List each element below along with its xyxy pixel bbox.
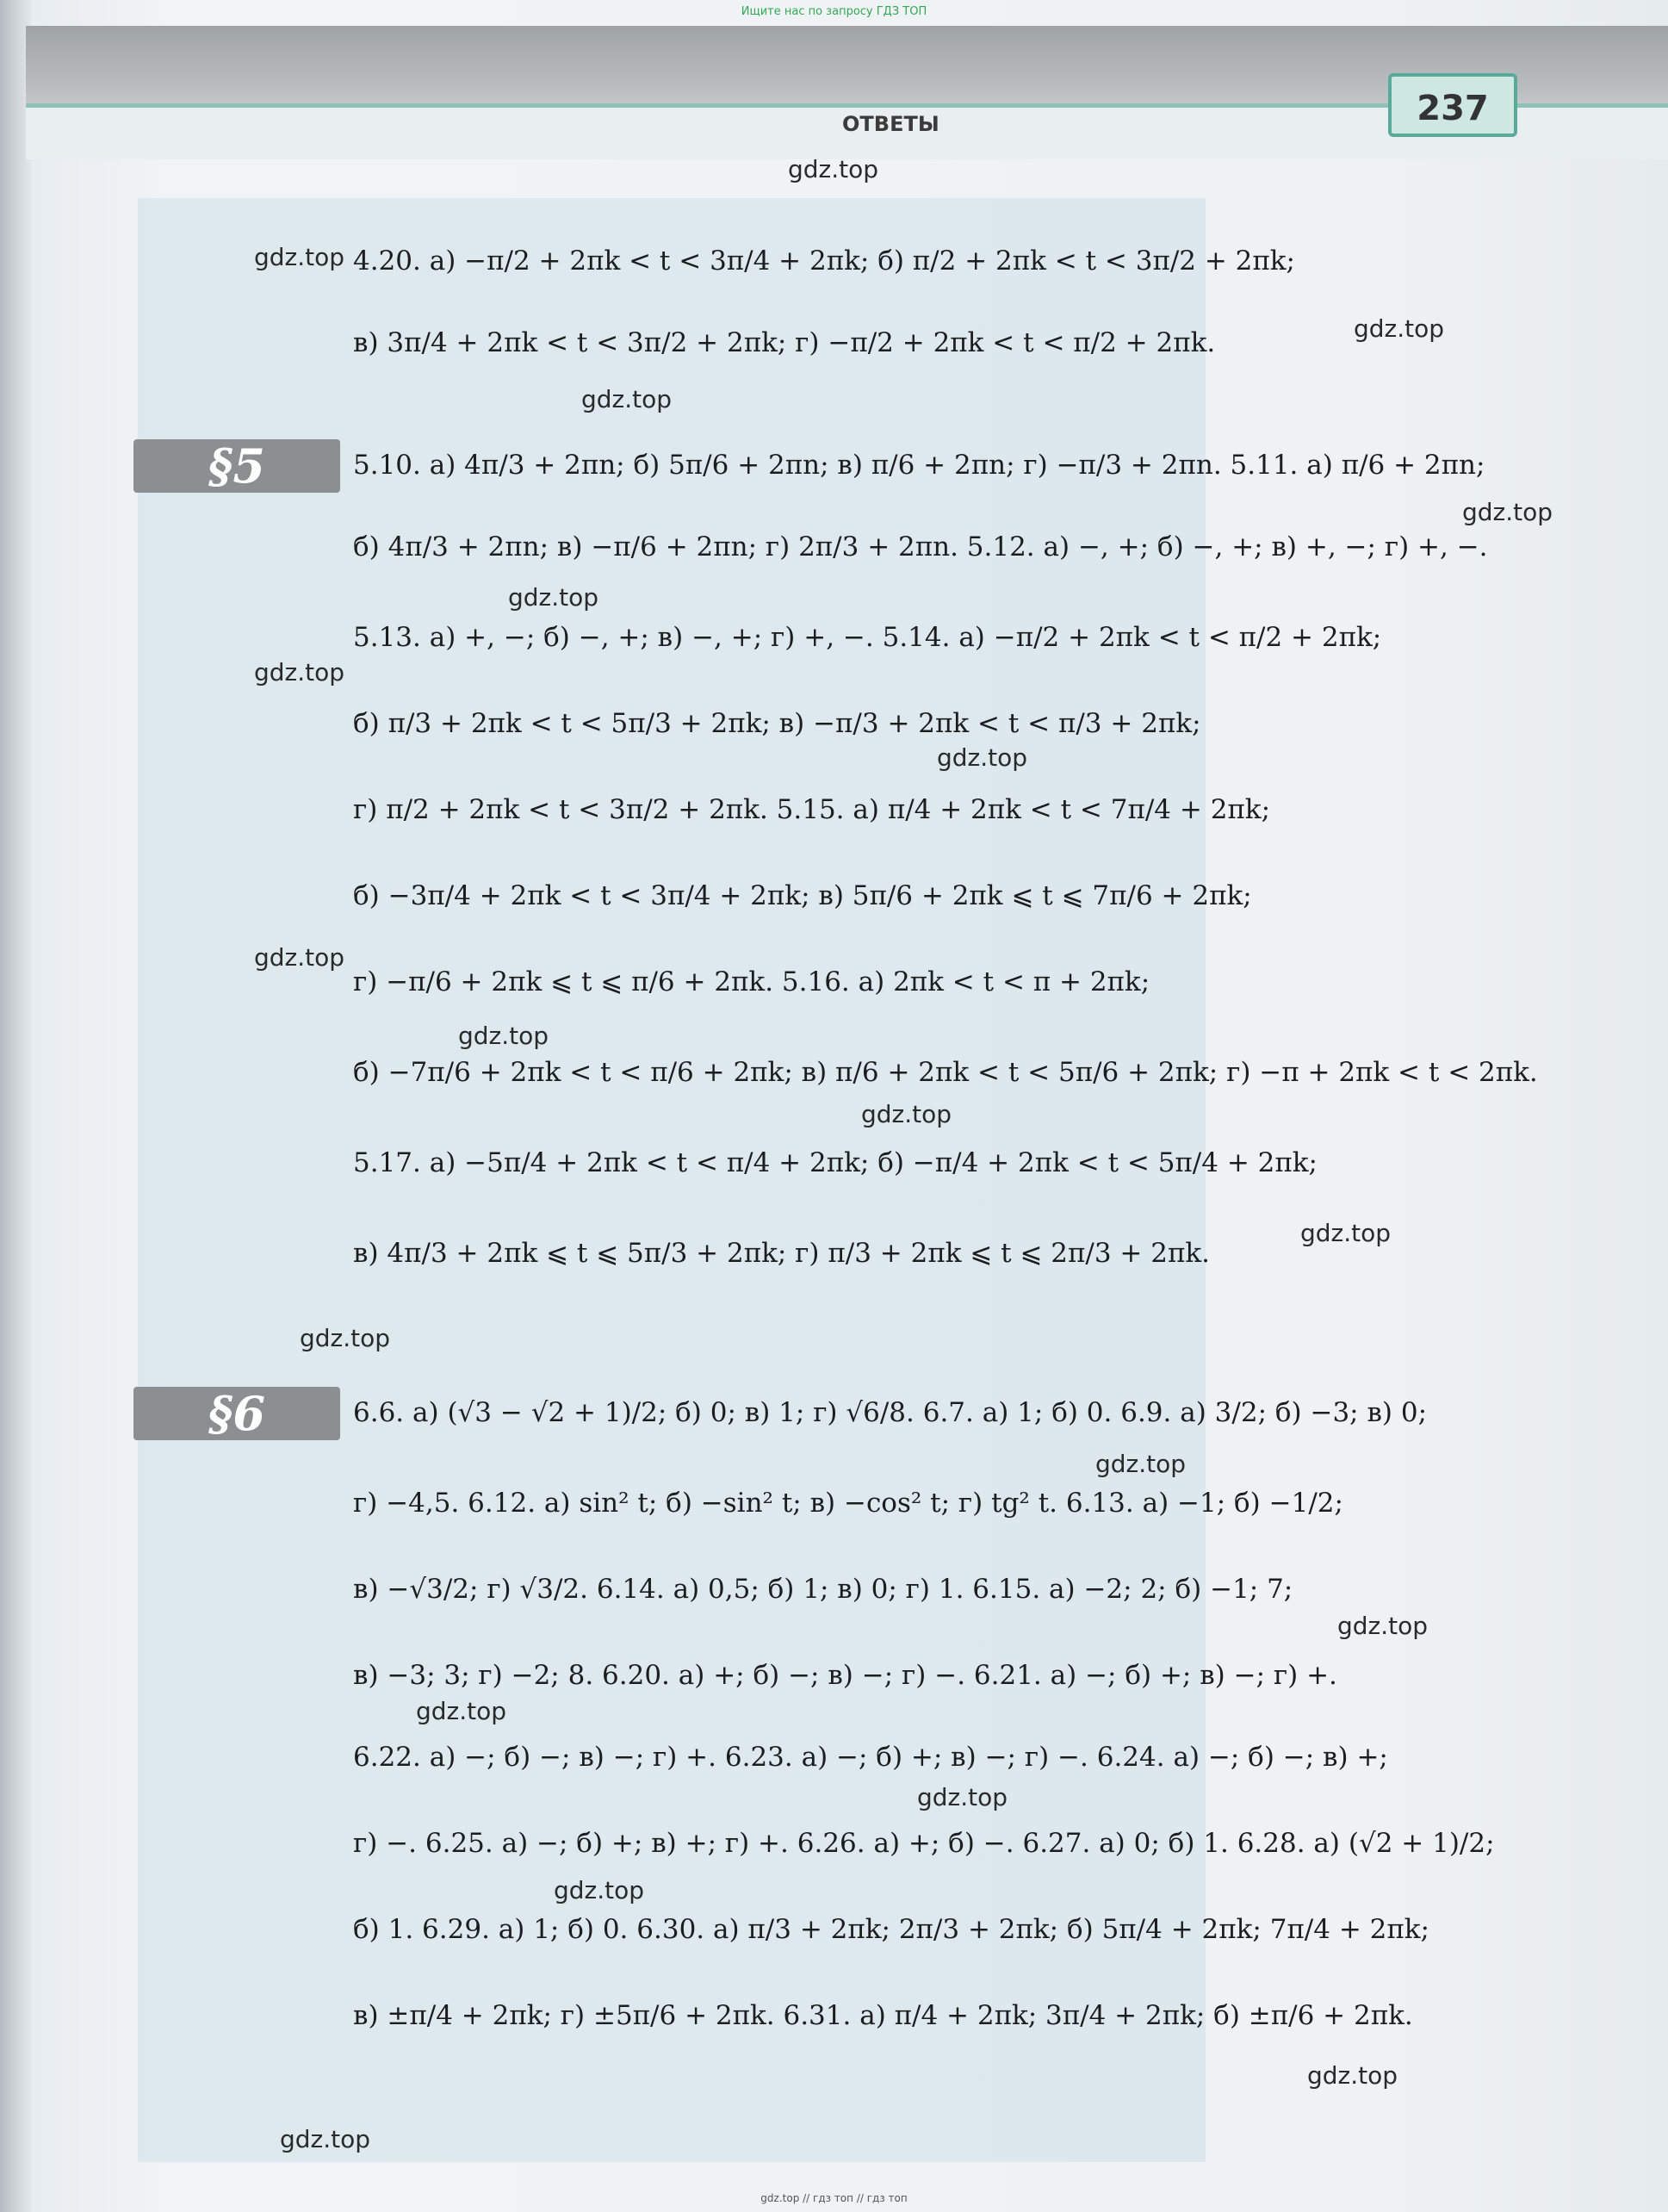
watermark: gdz.top	[1354, 314, 1445, 343]
answer-line: в) ±π/4 + 2πk; г) ±5π/6 + 2πk. 6.31. а) π/4 + 2πk; 3π/4 + 2πk; б) ±π/6 + 2πk.	[353, 2000, 1413, 2031]
watermark: gdz.top	[554, 1876, 645, 1904]
watermark: gdz.top	[280, 2125, 371, 2153]
page-binding	[0, 0, 31, 2212]
answer-line: б) 1. 6.29. а) 1; б) 0. 6.30. а) π/3 + 2πk; 2π/3 + 2πk; б) 5π/4 + 2πk; 7π/4 + 2πk;	[353, 1914, 1429, 1945]
watermark: gdz.top	[1095, 1450, 1187, 1478]
section-label-5: §5	[133, 439, 340, 493]
answer-line: в) 3π/4 + 2πk < t < 3π/2 + 2πk; г) −π/2 + 2πk < t < π/2 + 2πk.	[353, 327, 1216, 358]
answer-line: г) π/2 + 2πk < t < 3π/2 + 2πk. 5.15. а) π/4 + 2πk < t < 7π/4 + 2πk;	[353, 794, 1271, 825]
page-title: ОТВЕТЫ	[842, 112, 939, 136]
answer-line: в) −√3/2; г) √3/2. 6.14. а) 0,5; б) 1; в) 0; г) 1. 6.15. а) −2; 2; б) −1; 7;	[353, 1574, 1293, 1605]
answer-line: в) −3; 3; г) −2; 8. 6.20. а) +; б) −; в) −; г) −. 6.21. а) −; б) +; в) −; г) +.	[353, 1660, 1337, 1691]
section-label-6: §6	[133, 1387, 340, 1440]
watermark: gdz.top	[300, 1324, 391, 1352]
answer-line: б) −7π/6 + 2πk < t < π/6 + 2πk; в) π/6 + 2πk < t < 5π/6 + 2πk; г) −π + 2πk < t < 2πk.	[353, 1057, 1538, 1088]
watermark: gdz.top	[254, 943, 345, 972]
answer-line: г) −4,5. 6.12. а) sin² t; б) −sin² t; в) −cos² t; г) tg² t. 6.13. а) −1; б) −1/2;	[353, 1488, 1343, 1519]
watermark: gdz.top	[788, 155, 879, 183]
answer-line: б) π/3 + 2πk < t < 5π/3 + 2πk; в) −π/3 + 2πk < t < π/3 + 2πk;	[353, 708, 1201, 739]
answer-line: г) −. 6.25. а) −; б) +; в) +; г) +. 6.26. а) +; б) −. 6.27. а) 0; б) 1. 6.28. а) (√2 + 1)/2;	[353, 1828, 1495, 1859]
watermark: gdz.top	[937, 743, 1028, 772]
watermark: gdz.top	[254, 243, 345, 271]
watermark: gdz.top	[508, 583, 599, 612]
watermark: gdz.top	[917, 1783, 1008, 1811]
answer-line: б) −3π/4 + 2πk < t < 3π/4 + 2πk; в) 5π/6 + 2πk ⩽ t ⩽ 7π/6 + 2πk;	[353, 880, 1252, 911]
watermark: gdz.top	[1300, 1219, 1392, 1247]
watermark: gdz.top	[416, 1697, 507, 1725]
watermark: gdz.top	[581, 385, 673, 413]
answer-line: 6.6. а) (√3 − √2 + 1)/2; б) 0; в) 1; г) √6/8. 6.7. а) 1; б) 0. 6.9. а) 3/2; б) −3; в) 0;	[353, 1397, 1428, 1428]
answer-line: 5.10. а) 4π/3 + 2πn; б) 5π/6 + 2πn; в) π/6 + 2πn; г) −π/3 + 2πn. 5.11. а) π/6 + 2πn;	[353, 450, 1485, 481]
footer-text: gdz.top // гдз топ // гдз топ	[760, 2192, 908, 2204]
answer-line: в) 4π/3 + 2πk ⩽ t ⩽ 5π/3 + 2πk; г) π/3 + 2πk ⩽ t ⩽ 2π/3 + 2πk.	[353, 1238, 1210, 1269]
search-hint: Ищите нас по запросу ГДЗ ТОП	[741, 5, 927, 18]
answer-line: 4.20. а) −π/2 + 2πk < t < 3π/4 + 2πk; б) π/2 + 2πk < t < 3π/2 + 2πk;	[353, 245, 1296, 276]
answer-line: г) −π/6 + 2πk ⩽ t ⩽ π/6 + 2πk. 5.16. а) 2πk < t < π + 2πk;	[353, 966, 1150, 997]
watermark: gdz.top	[254, 658, 345, 687]
watermark: gdz.top	[458, 1022, 549, 1050]
watermark: gdz.top	[861, 1100, 952, 1128]
watermark: gdz.top	[1337, 1612, 1429, 1640]
watermark: gdz.top	[1307, 2061, 1398, 2090]
answer-line: б) 4π/3 + 2πn; в) −π/6 + 2πn; г) 2π/3 + 2πn. 5.12. а) −, +; б) −, +; в) +, −; г) +, −.	[353, 531, 1488, 562]
watermark: gdz.top	[1462, 498, 1553, 526]
answer-line: 5.17. а) −5π/4 + 2πk < t < π/4 + 2πk; б) −π/4 + 2πk < t < 5π/4 + 2πk;	[353, 1147, 1318, 1178]
answer-line: 6.22. а) −; б) −; в) −; г) +. 6.23. а) −; б) +; в) −; г) −. 6.24. а) −; б) −; в) +;	[353, 1742, 1388, 1773]
answer-line: 5.13. а) +, −; б) −, +; в) −, +; г) +, −. 5.14. а) −π/2 + 2πk < t < π/2 + 2πk;	[353, 622, 1382, 653]
page-number: 237	[1388, 73, 1517, 137]
